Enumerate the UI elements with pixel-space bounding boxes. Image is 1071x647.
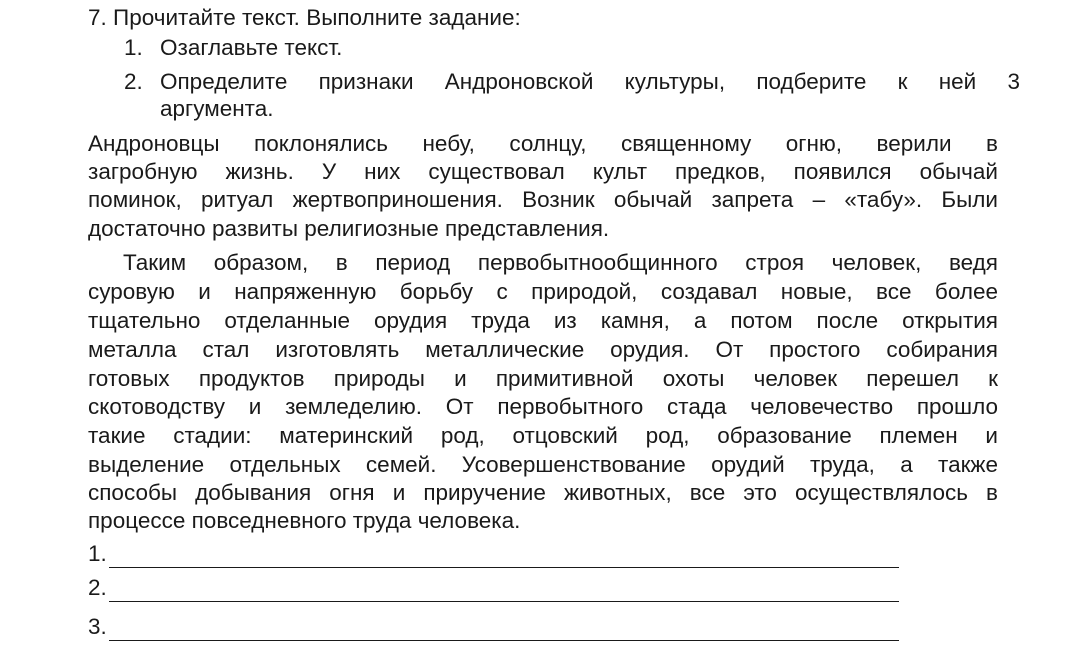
task-item-2-text: Определите признаки Андроновской культуры, подберите к ней 3 [160, 69, 1020, 94]
text-line: скотоводству и земледелию. От первобытного стада человечество прошло [88, 394, 998, 419]
text-line: такие стадии: материнский род, отцовский род, образование племен и [88, 423, 998, 448]
answer-number: 2. [88, 575, 107, 600]
text-line: выделение отдельных семей. Усовершенствование орудий труда, а также [88, 452, 998, 477]
text-line: способы добывания огня и приручение животных, все это осуществлялось в [88, 480, 998, 505]
text-line: готовых продуктов природы и примитивной охоты человек перешел к [88, 366, 998, 391]
text-line: суровую и напряженную борьбу с природой, создавал новые, все более [88, 279, 998, 304]
answer-line-3[interactable] [88, 613, 899, 641]
answer-blank[interactable] [109, 620, 899, 641]
task-item-1-number: 1. [124, 35, 143, 60]
task-item-2-number: 2. [124, 69, 143, 94]
answer-line-2[interactable] [88, 574, 899, 602]
answer-blank[interactable] [109, 547, 899, 568]
text-line: поминок, ритуал жертвоприношения. Возник обычай запрета – «табу». Были [88, 187, 998, 212]
text-line: тщательно отделанные орудия труда из камня, а потом после открытия [88, 308, 998, 333]
text-line: металла стал изготовлять металлические орудия. От простого собирания [88, 337, 998, 362]
text-line: достаточно развиты религиозные представления. [88, 216, 610, 241]
answer-number: 1. [88, 541, 107, 566]
answer-blank[interactable] [109, 581, 899, 602]
answer-number: 3. [88, 614, 107, 639]
answer-line-1[interactable] [88, 540, 899, 568]
text-line: процессе повседневного труда человека. [88, 508, 521, 533]
task-title: 7. Прочитайте текст. Выполните задание: [88, 5, 521, 30]
text-line: Андроновцы поклонялись небу, солнцу, священному огню, верили в [88, 131, 998, 156]
task-item-2-text-cont: аргумента. [160, 96, 274, 121]
task-item-1-text: Озаглавьте текст. [160, 35, 343, 60]
text-line: загробную жизнь. У них существовал культ предков, появился обычай [88, 159, 998, 184]
text-line: Таким образом, в период первобытнообщинного строя человек, ведя [123, 250, 998, 275]
